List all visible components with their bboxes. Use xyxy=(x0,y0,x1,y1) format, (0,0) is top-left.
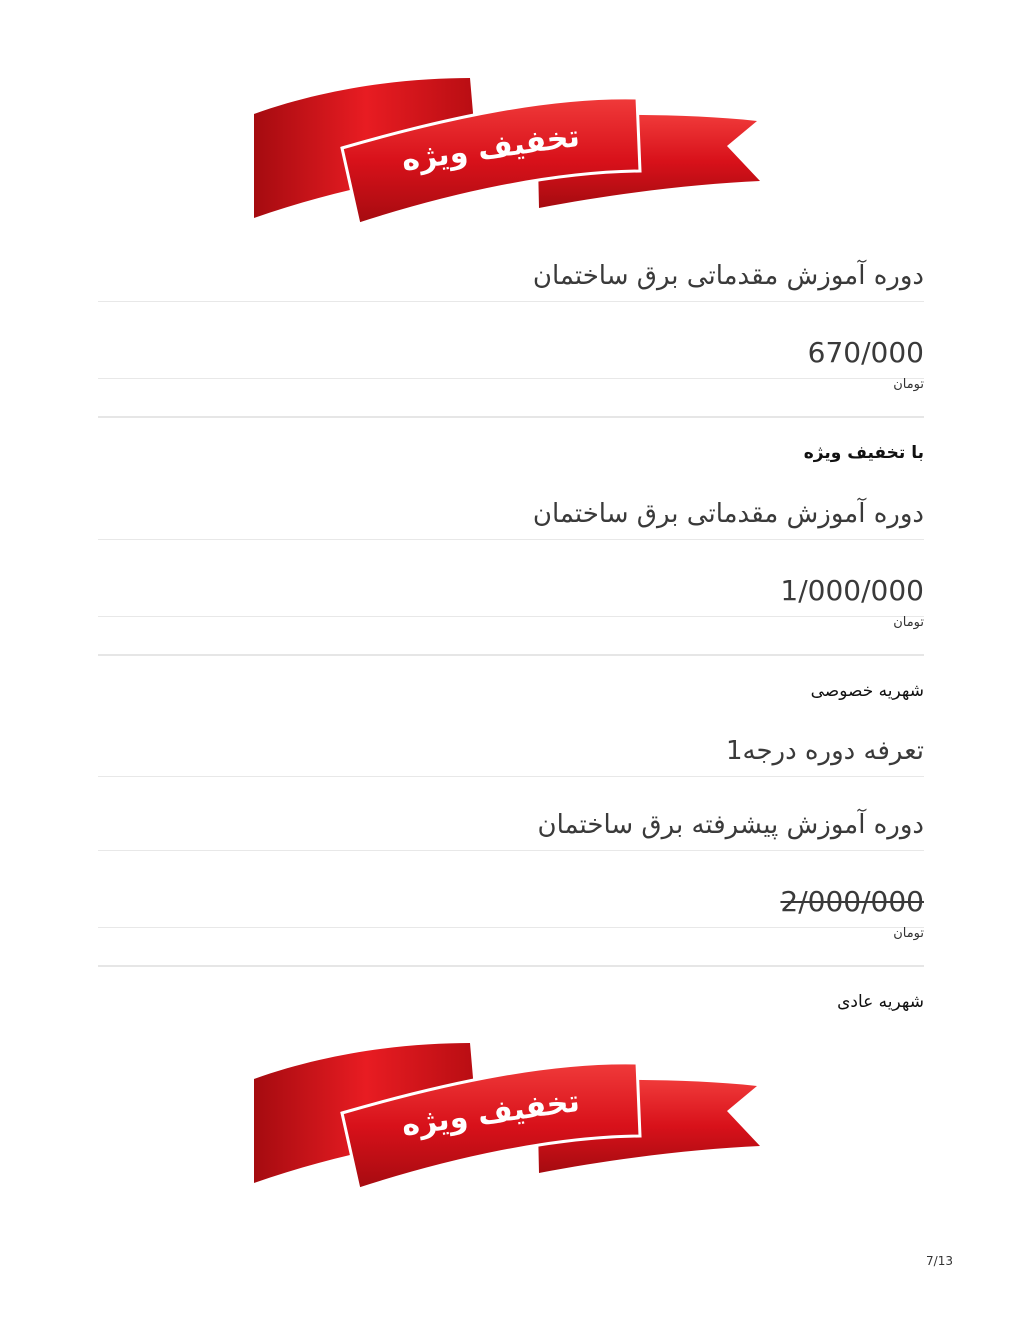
ribbon-banner-icon xyxy=(252,1041,764,1191)
divider xyxy=(98,416,924,418)
price: 2/000/000 xyxy=(780,885,924,918)
tariff-heading: تعرفه دوره درجه1 xyxy=(725,736,924,766)
divider xyxy=(98,776,924,777)
course-title: دوره آموزش مقدماتی برق ساختمان xyxy=(532,261,924,291)
ribbon-banner-icon xyxy=(252,76,764,226)
price: 670/000 xyxy=(807,336,924,369)
banner-text: تخفیف ویژه xyxy=(399,1083,582,1144)
currency-label: تومان xyxy=(893,926,924,941)
divider xyxy=(98,654,924,656)
offer-label: شهریه خصوصی xyxy=(810,681,924,701)
currency-label: تومان xyxy=(893,377,924,392)
divider xyxy=(98,301,924,302)
course-title: دوره آموزش مقدماتی برق ساختمان xyxy=(532,499,924,529)
divider xyxy=(98,965,924,967)
banner-text: تخفیف ویژه xyxy=(399,118,582,179)
course-title: دوره آموزش پیشرفته برق ساختمان xyxy=(537,810,924,840)
offer-label: با تخفیف ویژه xyxy=(803,443,924,463)
offer-label: شهریه عادی xyxy=(837,992,924,1012)
currency-label: تومان xyxy=(893,615,924,630)
divider xyxy=(98,850,924,851)
price: 1/000/000 xyxy=(780,574,924,607)
page-number: 7/13 xyxy=(926,1254,953,1268)
divider xyxy=(98,539,924,540)
